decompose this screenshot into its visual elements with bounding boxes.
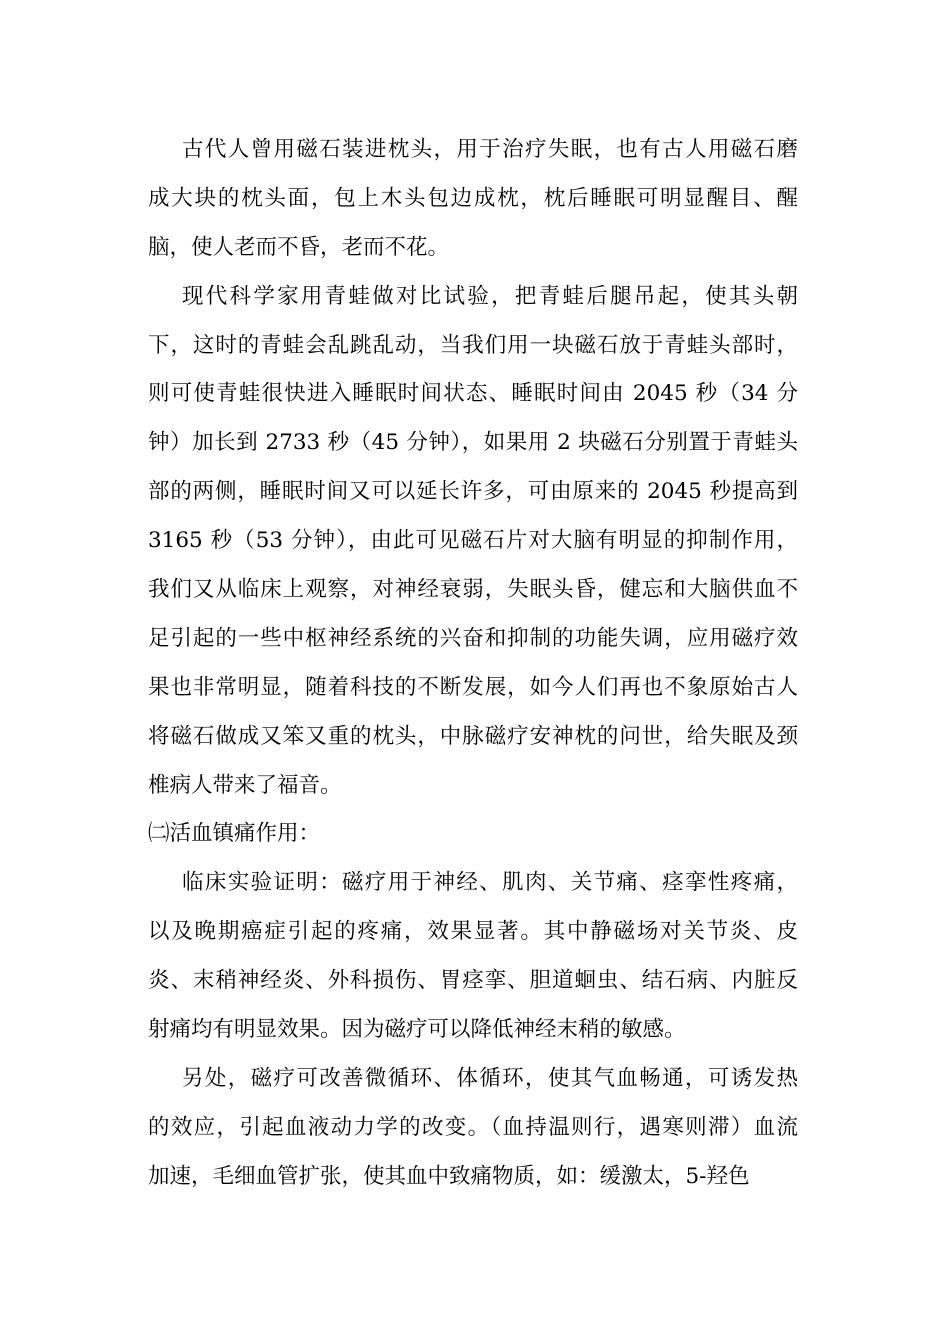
- text-line: 钟）加长到 2733 秒（45 分钟），如果用 2 块磁石分别置于青蛙头: [148, 430, 798, 456]
- text-line: 将磁石做成又笨又重的枕头，中脉磁疗安神枕的问世，给失眠及颈: [148, 723, 798, 749]
- text-line: 射痛均有明显效果。因为磁疗可以降低神经末稍的敏感。: [148, 1017, 686, 1043]
- text-line: 我们又从临床上观察，对神经衰弱，失眠头昏，健忘和大脑供血不: [148, 577, 798, 603]
- text-line: 加速，毛细血管扩张，使其血中致痛物质，如：缓激太，5-羟色: [148, 1163, 750, 1189]
- text-line: 下，这时的青蛙会乱跳乱动，当我们用一块磁石放于青蛙头部时，: [148, 332, 798, 358]
- text-line: 临床实验证明：磁疗用于神经、肌肉、关节痛、痉挛性疼痛，: [182, 870, 798, 896]
- text-line: 则可使青蛙很快进入睡眠时间状态、睡眠时间由 2045 秒（34 分: [148, 381, 798, 407]
- text-line: 的效应，引起血液动力学的改变。（血持温则行，遇寒则滞）血流: [148, 1114, 798, 1140]
- text-line: 足引起的一些中枢神经系统的兴奋和抑制的功能失调，应用磁疗效: [148, 625, 798, 651]
- section-heading: ㈡活血镇痛作用：: [148, 821, 321, 847]
- text-line: 部的两侧，睡眠时间又可以延长许多，可由原来的 2045 秒提高到: [148, 479, 798, 505]
- text-line: 3165 秒（53 分钟），由此可见磁石片对大脑有明显的抑制作用，: [148, 528, 798, 554]
- text-line: 另处，磁疗可改善微循环、体循环，使其气血畅通，可诱发热: [182, 1065, 798, 1091]
- text-line: 现代科学家用青蛙做对比试验，把青蛙后腿吊起，使其头朝: [182, 283, 798, 309]
- text-line: 果也非常明显，随着科技的不断发展，如今人们再也不象原始古人: [148, 674, 798, 700]
- text-line: 炎、末稍神经炎、外科损伤、胃痉挛、胆道蛔虫、结石病、内脏反: [148, 968, 798, 994]
- text-line: 成大块的枕头面，包上木头包边成枕，枕后睡眠可明显醒目、醒: [148, 185, 798, 211]
- text-line: 椎病人带来了福音。: [148, 772, 342, 798]
- document-body: [148, 126, 798, 1202]
- text-line: 古代人曾用磁石装进枕头，用于治疗失眠，也有古人用磁石磨: [182, 137, 798, 162]
- text-line: 脑，使人老而不昏，老而不花。: [148, 234, 450, 260]
- text-line: 以及晚期癌症引起的疼痛，效果显著。其中静磁场对关节炎、皮: [148, 919, 798, 945]
